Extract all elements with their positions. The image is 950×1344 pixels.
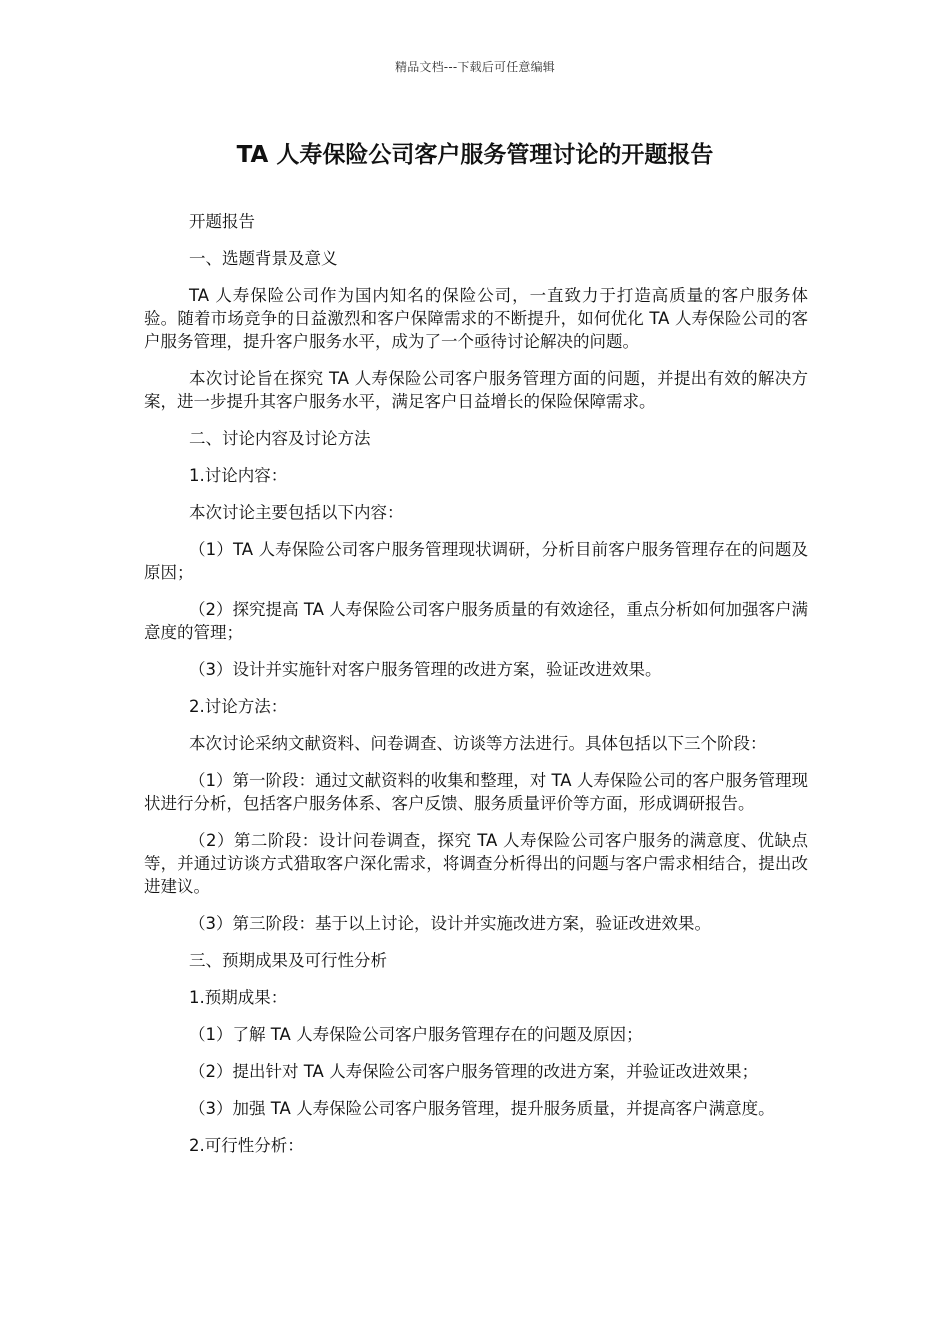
paragraph-methods-intro: 本次讨论采纳文献资料、问卷调查、访谈等方法进行。具体包括以下三个阶段： xyxy=(189,734,767,753)
list-item-result-2: （2）提出针对 TA 人寿保险公司客户服务管理的改进方案，并验证改进效果； xyxy=(189,1062,759,1081)
paragraph-content-intro: 本次讨论主要包括以下内容： xyxy=(189,503,404,522)
list-item-content-3: （3）设计并实施针对客户服务管理的改进方案，验证改进效果。 xyxy=(189,660,662,679)
list-item-content-2: （2）探究提高 TA 人寿保险公司客户服务质量的有效途径，重点分析如何加强客户满意度的管理； xyxy=(144,600,808,642)
list-item-result-3: （3）加强 TA 人寿保险公司客户服务管理，提升服务质量，并提高客户满意度。 xyxy=(189,1099,775,1118)
paragraph-opening-label: 开题报告 xyxy=(189,212,255,231)
subheading-feasibility: 2.可行性分析： xyxy=(189,1136,304,1155)
list-item-stage-3: （3）第三阶段：基于以上讨论，设计并实施改进方案，验证改进效果。 xyxy=(189,914,711,933)
list-item-content-1: （1）TA 人寿保险公司客户服务管理现状调研，分析目前客户服务管理存在的问题及原因； xyxy=(144,540,808,582)
document-body xyxy=(144,210,808,1171)
subheading-methods: 2.讨论方法： xyxy=(189,697,288,716)
subheading-expected-results: 1.预期成果： xyxy=(189,988,288,1007)
document-title: TA 人寿保险公司客户服务管理讨论的开题报告 xyxy=(236,142,714,168)
list-item-stage-1: （1）第一阶段：通过文献资料的收集和整理，对 TA 人寿保险公司的客户服务管理现状进行分析，包括客户服务体系、客户反馈、服务质量评价等方面，形成调研报告。 xyxy=(144,771,808,813)
list-item-result-1: （1）了解 TA 人寿保险公司客户服务管理存在的问题及原因； xyxy=(189,1025,643,1044)
list-item-stage-2: （2）第二阶段：设计问卷调查，探究 TA 人寿保险公司客户服务的满意度、优缺点等，并通过访谈方式猎取客户深化需求，将调查分析得出的问题与客户需求相结合，提出改进建议。 xyxy=(144,831,808,896)
subheading-content: 1.讨论内容： xyxy=(189,466,288,485)
section-heading-content-methods: 二、讨论内容及讨论方法 xyxy=(189,429,371,448)
paragraph-purpose: 本次讨论旨在探究 TA 人寿保险公司客户服务管理方面的问题，并提出有效的解决方案，进一步提升其客户服务水平，满足客户日益增长的保险保障需求。 xyxy=(144,369,808,411)
paragraph-background: TA 人寿保险公司作为国内知名的保险公司，一直致力于打造高质量的客户服务体验。随着市场竞争的日益激烈和客户保障需求的不断提升，如何优化 TA 人寿保险公司的客户服务管理，提升客户服务水平，成为了一个亟待讨论解决的问题。 xyxy=(144,286,808,351)
header-note: 精品文档---下载后可任意编辑 xyxy=(395,60,555,74)
section-heading-expected-results: 三、预期成果及可行性分析 xyxy=(189,951,387,970)
section-heading-background: 一、选题背景及意义 xyxy=(189,249,338,268)
